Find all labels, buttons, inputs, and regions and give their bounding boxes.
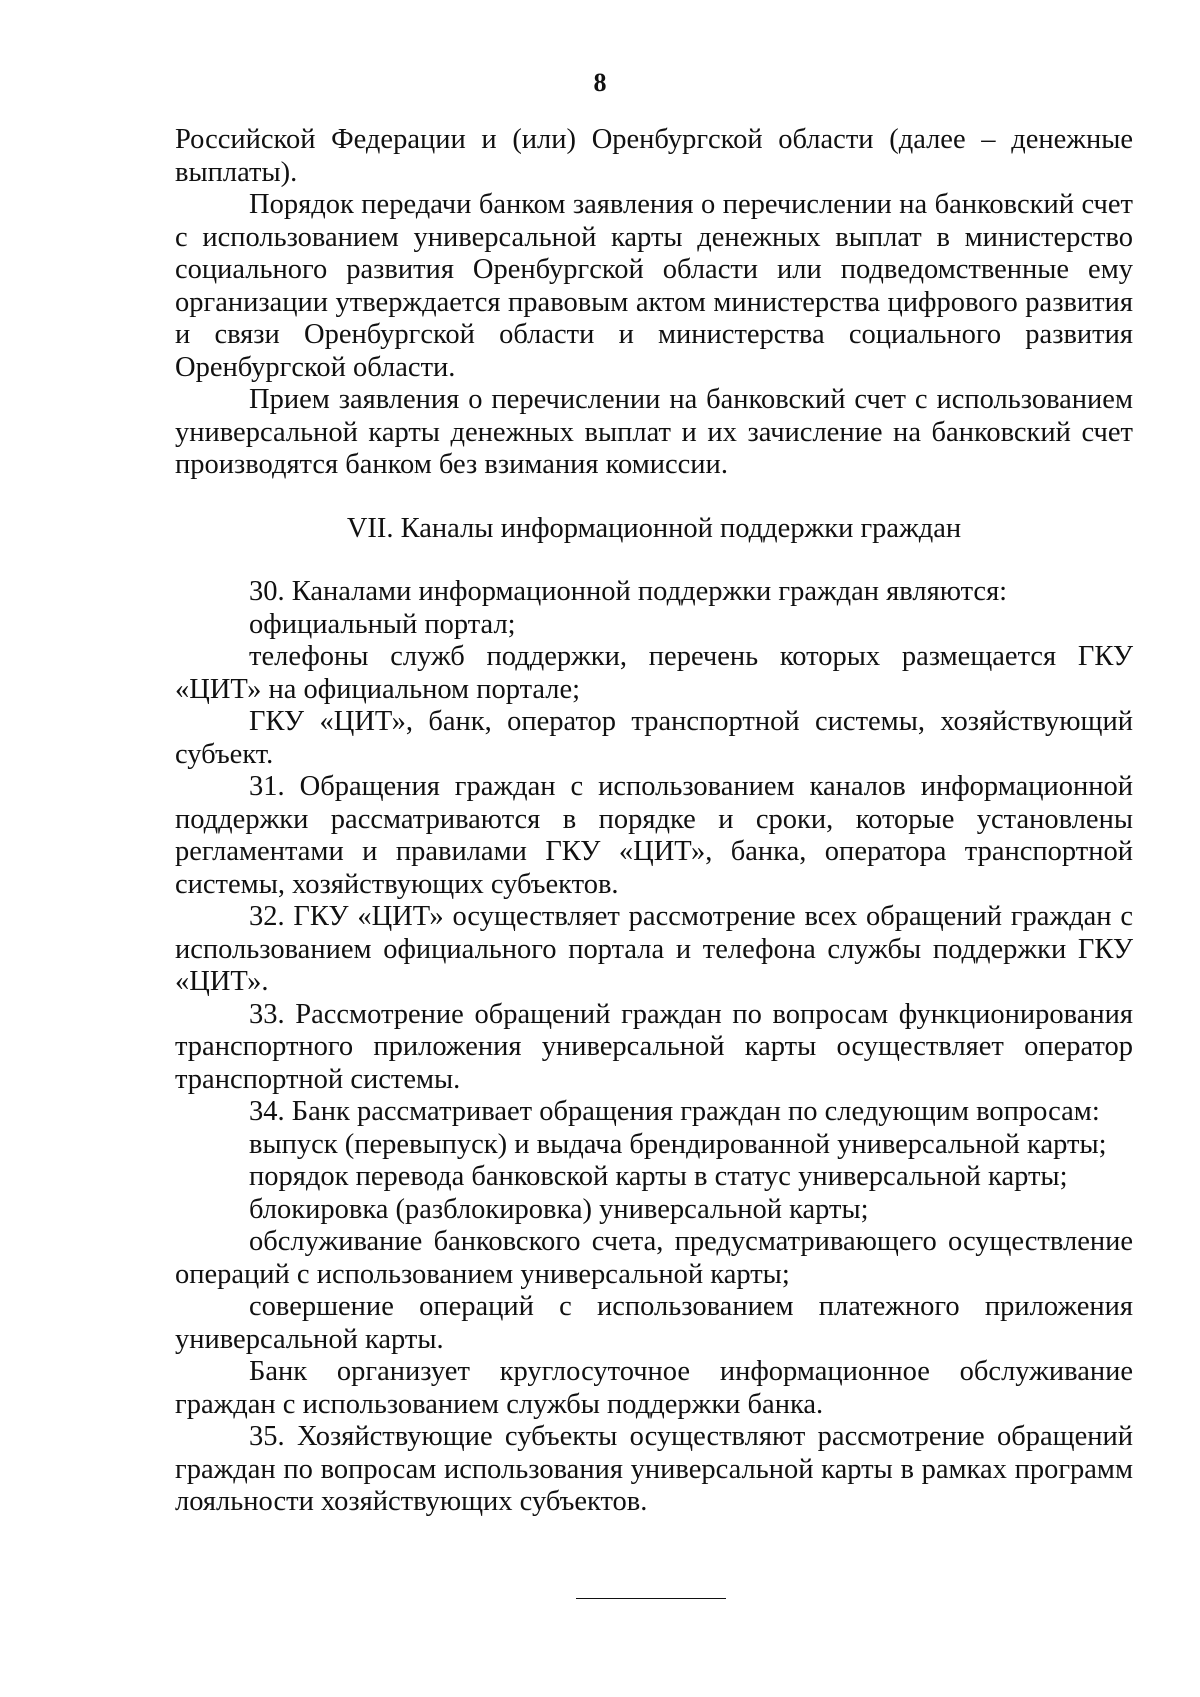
paragraph-bank-transfer-procedure: Порядок передачи банком заявления о перечислении на банковский счет с использованием универсальной карты денежных выплат в министерство социального развития Оренбургской области или подведомственные ему организации утверждается правовым актом министерства цифрового развития и связи Оренбургской области и министерства социального развития Оренбургской области. xyxy=(175,189,1133,383)
clause-30: 30. Каналами информационной поддержки граждан являются: xyxy=(249,576,1008,607)
section-heading: VII. Каналы информационной поддержки граждан xyxy=(346,512,962,544)
page-number: 8 xyxy=(593,68,607,97)
clause-34: 34. Банк рассматривает обращения граждан по следующим вопросам: xyxy=(249,1096,1100,1127)
clause-35: 35. Хозяйствующие субъекты осуществляют рассмотрение обращений граждан по вопросам использования универсальной карты в рамках программ лояльности хозяйствующих субъектов. xyxy=(175,1421,1133,1517)
paragraph-continuation: Российской Федерации и (или) Оренбургской области (далее – денежные выплаты). xyxy=(175,124,1133,188)
clause-31: 31. Обращения граждан с использованием каналов информационной поддержки рассматриваются в порядке и сроки, которые установлены регламентами и правилами ГКУ «ЦИТ», банка, оператора транспортной системы, хозяйствующих субъектов. xyxy=(175,771,1133,900)
clause-33: 33. Рассмотрение обращений граждан по вопросам функционирования транспортного приложения универсальной карты осуществляет оператор транспортной системы. xyxy=(175,998,1133,1095)
list-item-official-portal: официальный портал; xyxy=(249,608,516,640)
document-body xyxy=(175,124,1133,1519)
list-item-card-issue: выпуск (перевыпуск) и выдача брендированной универсальной карты; xyxy=(249,1128,1107,1160)
paragraph-no-commission: Прием заявления о перечислении на банковский счет с использованием универсальной карты денежных выплат и их зачисление на банковский счет производятся банком без взимания комиссии. xyxy=(175,384,1133,480)
list-item-entities: ГКУ «ЦИТ», банк, оператор транспортной системы, хозяйствующий субъект. xyxy=(175,706,1133,770)
list-item-account-service: обслуживание банковского счета, предусматривающего осуществление операций с использованием универсальной карты; xyxy=(175,1226,1133,1290)
list-item-card-status: порядок перевода банковской карты в статус универсальной карты; xyxy=(249,1161,1068,1192)
paragraph-bank-support: Банк организует круглосуточное информационное обслуживание граждан с использованием службы поддержки банка. xyxy=(175,1356,1133,1420)
list-item-support-phones: телефоны служб поддержки, перечень которых размещается ГКУ «ЦИТ» на официальном портале; xyxy=(175,641,1133,705)
list-item-card-blocking: блокировка (разблокировка) универсальной карты; xyxy=(249,1193,869,1225)
list-item-payment-operations: совершение операций с использованием платежного приложения универсальной карты. xyxy=(175,1291,1133,1355)
clause-32: 32. ГКУ «ЦИТ» осуществляет рассмотрение всех обращений граждан с использованием официального портала и телефона службы поддержки ГКУ «ЦИТ». xyxy=(175,901,1133,997)
end-separator-line xyxy=(576,1598,726,1599)
